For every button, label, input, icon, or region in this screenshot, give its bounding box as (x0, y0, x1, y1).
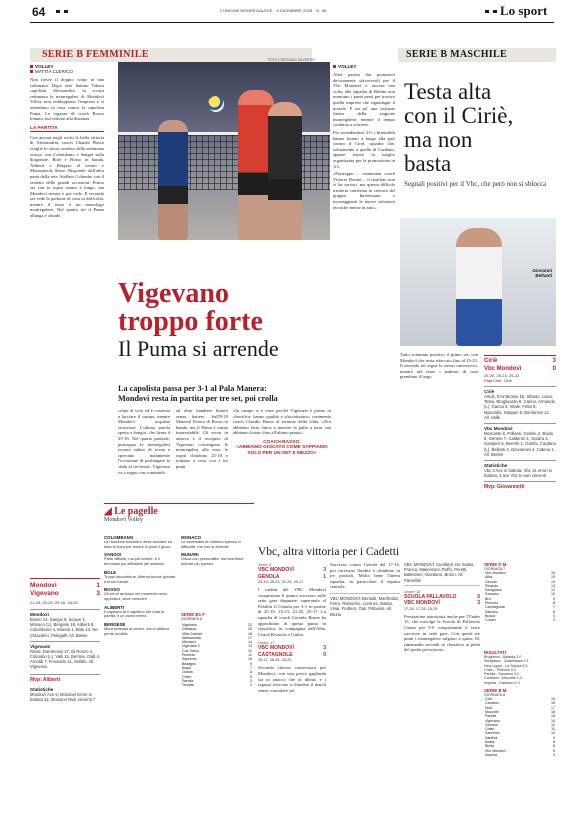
cadetti-text-2: Seconda vittoria consecutiva per Mondovì, con una prova gagliarda sia in attacco che in difesa, e i ragazzi riescono a chiudere il match senza concedere set. (258, 665, 326, 693)
player-blocker-2 (268, 102, 302, 240)
score-value: 0 (552, 365, 556, 372)
score-value: 3 (323, 567, 326, 573)
mvp-right: Mvp: Giovannetti (484, 481, 556, 490)
team-points: 14 (551, 718, 555, 723)
team-name: Imperia (485, 752, 497, 757)
vbc-roster: Mercante 6, Pollarsi, Gentile 2, Boido 8, Genero 7, Calderon 1, Sciaira 3, Gamperi 6, Berretti 1, Gambi, Cardano (L), Bellanti 3, Giovannini 4, Catena 1. All. Bertini (484, 431, 556, 457)
score-team: Vbc Mondovì (484, 365, 522, 372)
kicker-square-icon (30, 65, 33, 68)
volleyball-photo (118, 62, 330, 240)
article-lead: Non riesce il doppio colpo in una settimana. Dopo aver battuto Tabora capolista Alessandria, la scorsa settimana le monregalesi di Mondovì Volley non raddoppiano l'impresa e si arrendono in casa contro la capolista Puma. Le ragazze di coach Bosco lottano, ma cedono alla distanza. (30, 77, 104, 122)
score-value: 1 (323, 573, 326, 580)
team-name: Alessandria (182, 635, 201, 640)
under17-label: Under 17 (258, 640, 275, 646)
mondovi-roster: Bosso 14, Sangoi 9, Sciave 1, Monaco (L), Bergese 16, Aliberti 8, Colombano 4, Munari 1, Bole 13. Ne: Chiavarini, Pelegalli. All. Basso (30, 617, 99, 638)
score-value: 1 (96, 582, 100, 589)
team-points: 7 (250, 665, 252, 670)
cadetti-col3 (404, 562, 480, 653)
result-line: Brugherio - Albisola 3-0 (484, 655, 522, 659)
match2-rows (258, 645, 326, 658)
result-line: Savigliano - Castellanza 3-1 (484, 659, 529, 664)
pagella-text: Mura ordinato al centro, ma in attacco perde lucidità. (104, 626, 170, 636)
team-points: 3 (553, 752, 555, 757)
result-line: New Ligure - La Spezia 0-3 (484, 663, 528, 668)
section-heading-partita: LA PARTITA (30, 126, 104, 132)
results-list (484, 655, 556, 685)
cadetti-col2 (330, 562, 400, 617)
cirie-label: Ciriè (484, 386, 556, 394)
table-row (484, 753, 556, 757)
cadetti-text-4: Prestazione autoritaria anche per l'Under 15, che travolge la Scuola di Pallavolo Cuneo per 3-0 conquistando il sesto successo in sette gare. Con questi tre punti i monregalesi salgono a quota 18, rimanendo secondi in classifica ai piedi del podio provvisorio. (404, 613, 480, 653)
volleyball-ball-icon (208, 96, 224, 112)
team-name: Bra (485, 596, 491, 601)
result-line: Chieri - Pinerolo 3-2 (484, 667, 516, 672)
player-figure-right (456, 228, 502, 346)
team-name: Bistagno (182, 661, 196, 666)
stats-right-text: Vbc 3 Ace in battuta; Vbc 14 errori in battuta, 3 ace Vbc 5 muri vincenti (484, 468, 552, 479)
pagella-item (104, 587, 176, 601)
pagella-text: Troppi discontinua. Alterna buone giocate a errori banali. (104, 573, 176, 584)
pagella-item (104, 570, 176, 584)
score-row (30, 590, 100, 598)
result-line: Carisolve - Mozzate 1-3 (484, 676, 522, 681)
team-name: Chieri (182, 674, 192, 679)
right-col1 (333, 72, 395, 210)
pagella-text: La ricezione traballa e deve lavorare su tutta la linea per tenere in piedi il gioco. (104, 539, 172, 549)
vbc-label: Vbc Mondovì (484, 423, 556, 431)
stats-right-title: Statistiche (484, 460, 556, 468)
team-points: 19 (551, 697, 555, 702)
team-name: Vigevano (485, 718, 500, 723)
team-name: Pinerolo (485, 601, 499, 606)
right-kicker (333, 64, 393, 69)
banner-label: SERIE B FEMMINILE (42, 49, 149, 60)
right-col1-text3: «Purtroppo – commenta coach Vittorio Bertini – il risultato non ci ha sorriso, ma questa difficile trasferta conferma la crescita del gruppo. Interessanti e incoraggianti le nuove soluzioni tecniche messe in atto». (333, 171, 395, 210)
headline-line-3: Il Puma si arrende (118, 336, 279, 361)
team-points: 10 (551, 592, 555, 597)
team-name: Alba (485, 575, 493, 580)
newspaper-date: L'UNIONE MONREGALESE · 3 DICEMBRE 2025 · N. 46 (220, 8, 327, 13)
team-points: 14 (248, 640, 252, 645)
kicker-square-icon (333, 65, 336, 68)
kicker-volley-right: VOLLEY (338, 64, 357, 69)
pagelle-title (104, 506, 254, 517)
team-points: 17 (248, 635, 252, 640)
match3-rows (404, 594, 480, 607)
team-points: 12 (551, 722, 555, 727)
team-points: 6 (553, 744, 555, 749)
kicker-volley: VOLLEY (35, 64, 54, 69)
header-dots-icon (485, 10, 497, 13)
team-name: Aosta (485, 740, 495, 745)
right-col1-text: Altra partita dai pronostici decisamente sfavorevoli per il Vbc Mondovì e, ancora una volta, alla squadra di Bertini non mancano i punti persi per trovare quella impresa che riguadagni il morale. E un po' una costante finora della stagione monregalese, mentre il tempo continua a scorrere. (333, 72, 395, 128)
pagella-item (104, 535, 176, 549)
standings-right-table (484, 697, 556, 757)
team-name: Fossano (485, 592, 499, 597)
team-points: 6 (250, 670, 252, 675)
article-body-col3: ad altre bandiere bianca senza battere. Sull'8-10 Manera! Errore di Bosso in banda, ma il Puma è ormai inarrestabile. Gli errori in attacco e il recupero di Vigevano costringono le monregalesi alla resa: le ospiti chiudono 25-18 e tornano a casa con i tre punti. (176, 408, 228, 469)
match3-detail: 17-25, 17-25, 15-25 (404, 606, 438, 611)
pagella-name: BOLE (104, 569, 117, 575)
team-points: 18 (551, 701, 555, 706)
quote-text: «In campo si è visto perché Vigevano è primo in classifica: hanno qualità e sfaccettature» commenta coach Claudio Basso al termine della sfida. «Noi abbiamo fatto fatica a mettere la palla a terra, ma abbiamo lottato fino all'ultimo punto». (233, 408, 331, 436)
team-points: 11 (248, 653, 252, 658)
score-team: CASTAGNOLE (258, 651, 293, 658)
result-line: Parella - Sanremo 3-0 (484, 672, 520, 677)
team-points: 10 (551, 731, 555, 736)
team-points: 5 (250, 674, 252, 679)
under15-label: Under 15 (404, 588, 421, 594)
team-name: Genova (485, 722, 498, 727)
pagella-item (104, 552, 176, 566)
deck-left (118, 384, 332, 404)
team-name: Savigliano (485, 588, 502, 593)
team-name: Carmagnola (485, 605, 505, 610)
serie-d-label: Serie D (258, 562, 272, 567)
team-points: 9 (250, 661, 252, 666)
team-points: 22 (248, 623, 252, 627)
pagella-name: MONACO (181, 535, 202, 540)
score-team: Mondovì (30, 582, 57, 589)
score-team: Ciriè (484, 358, 498, 364)
pagella-item (181, 552, 253, 566)
team-points: 17 (551, 705, 555, 710)
pagella-name: SANGOI (104, 552, 122, 558)
pagella-item (104, 622, 176, 636)
deck-line-1: La capolista passa per 3-1 al Pala Manera: (118, 384, 267, 393)
right-col2-text: Tutto sommato positivo il primo set, con Mondovì che resta attaccato fino al 23-23. Il secondo set segue lo stesso canovaccio, mentre nel terzo i padroni di casa prendono il largo. (400, 352, 478, 380)
photo-credit: FOTO CRISTIANO SILVESTRI (268, 58, 315, 62)
score-value: 0 (323, 651, 326, 658)
deck-right: Segnali positivi per il Vbc, che però non si sblocca (404, 180, 547, 188)
team-points: 11 (551, 727, 555, 732)
team-points: 9 (553, 735, 555, 740)
pagella-name: COLOMBANO (104, 535, 134, 540)
team-name: Mondovì (182, 640, 196, 645)
player-photo-right (400, 218, 556, 346)
headline-right-4: basta (404, 151, 452, 176)
team-points: 7 (553, 605, 555, 610)
team-name: Ovada (182, 670, 193, 675)
headline-line-1: Vigevano (118, 278, 229, 309)
standings-mid-giornata: GIORNATA 7 (484, 567, 506, 571)
score-row (30, 582, 100, 590)
cadetti-roster-1: VBC MONDOVÌ: Bertoldi, Manfredini, Ferro, Ramorino, Lorenzo, Basso, Vinai, Fruttero, Gali. Pittavino. All. Bruno (330, 593, 400, 617)
mondovi-label: Mondovì (30, 609, 100, 617)
team-points: 18 (248, 631, 252, 636)
standings-left-sub: GIORNATA 8 (181, 617, 203, 621)
team-name: Parella (485, 714, 497, 719)
section-title: Lo sport (500, 3, 548, 18)
standings-left (181, 612, 253, 687)
pagella-text: Il capitano fa il capitano per tutta la partita, è un punto fermo. (104, 608, 165, 619)
score-right-detail: 25-20, 25-23, 25-22 (484, 373, 520, 378)
coach-quote-heading: COACH BASSO: (263, 439, 301, 445)
team-points: 13 (551, 583, 555, 588)
pagella-text: Le avversarie la mettono spesso in difficoltà, ma non si arrende. (181, 539, 242, 549)
page-number: 64 (32, 5, 46, 19)
score-team: VBC MONDOVÌ (258, 567, 294, 573)
team-name: Vigevano 2 (182, 644, 200, 649)
player-photo-caption: Giovanni Bellanti (532, 268, 552, 278)
team-points: 5 (553, 748, 555, 753)
score-right-rows (484, 358, 556, 373)
team-points: 16 (551, 709, 555, 714)
pagella-name: MUNARI (181, 552, 199, 558)
pagelle-triangle-icon: ◢ (104, 506, 115, 517)
banner-label-right: SERIE B MASCHILE (406, 49, 507, 60)
quote-box (233, 408, 331, 456)
standings-right (484, 650, 556, 757)
standings-mid-title: SERIE D M (484, 562, 507, 567)
vigevano-roster: Rossi, Dambrosio 17, Di Ronzo 4, Colombo (L), Valli 15, Berrina, Galli 4, Arnoldi 7, Fonsoldo 11, Sellitto. All. Vigevano (30, 648, 100, 670)
right-col1-text2: Per arrendendosi 3-0, i biancoblù hanno lottato a lungo alla pari contro il Ciriè, squadra che, solitamente a quella di Cardano, appare essere la meglio organizzata per la promozione in A3. (333, 129, 395, 169)
results-title: RISULTATI (484, 650, 506, 655)
pagella-name: ALIBERTI (104, 604, 125, 610)
pagella-name: BERGESE (104, 622, 126, 628)
score-team: GENOLA (258, 573, 280, 580)
team-name: Vigevano (182, 623, 197, 627)
score-value: 3 (477, 600, 480, 607)
cadetti-title: Vbc, altra vittoria per i Cadetti (258, 546, 400, 558)
article-left-col1 (30, 64, 104, 219)
page-header (0, 0, 580, 22)
team-points: 4 (553, 613, 555, 618)
team-name: Pinerolo (182, 653, 196, 658)
standings-right-giornata: GIORNATA 8 (484, 693, 506, 698)
team-name: Santhià (485, 735, 498, 740)
team-name: Cardano (485, 701, 499, 706)
team-points: 14 (551, 579, 555, 584)
score-team: VBC MONDOVÌ (258, 645, 294, 652)
pagelle-col1 (104, 535, 176, 639)
match1-detail: 25-19, 25-23, 21-25, 25-17 (258, 580, 304, 584)
pagella-item (104, 605, 176, 619)
pagelle-title-text: Le pagelle (114, 506, 158, 517)
standings-right-title: SERIE B M (484, 688, 507, 694)
pagella-item (181, 535, 253, 549)
team-name: Ciriè (485, 697, 493, 702)
team-name: Parella (182, 678, 194, 683)
score-team: SCUOLA PALLAVOLO (404, 593, 457, 600)
team-points: 2 (250, 683, 252, 688)
cirie-roster: Artioli, D'Ambrosio 15, Sifanto, Loiza, Testa, Brugliuardo 8, Carino, Armando (L), Garcia 2, Vitale, Fetta 8. Macciolla, Gasperi 8, Bonfantini 12. All. Vallè (484, 394, 555, 420)
team-points: 6 (553, 609, 555, 614)
headline-line-2: troppo forte (118, 306, 263, 337)
score-value: 3 (96, 590, 100, 597)
author-square-icon (30, 70, 33, 73)
score-value: 3 (323, 645, 326, 652)
headline-right-1: Testa alta (404, 79, 492, 104)
score-row (484, 366, 556, 374)
score-value: 0 (477, 593, 480, 600)
team-points: 12 (551, 588, 555, 593)
score-team: Vigevano (30, 590, 59, 597)
cadetti-col1 (258, 562, 326, 693)
standings-mid (484, 562, 556, 623)
standings-mid-table (484, 571, 556, 623)
team-name: Trecate (182, 683, 195, 688)
headline-right (404, 80, 558, 189)
cadetti-text-1: I cadetti del VBC Mondovì conquistano il quinto successo sulle sette gare disputate, superando al Palalitti il Genola per 3-1 in partite di 25-19, 25-23, 21-25, 25-17. La squadra di coach Corrado Bruno ha approfittato di questo punto in classifica, in compagnia dell'Alba, Coach Rivarolo e Giulia. (258, 587, 326, 637)
team-points: 9 (553, 596, 555, 601)
team-name: Saluzzo (485, 609, 498, 614)
team-name: Sanremo (182, 657, 197, 662)
team-name: Cuneo (485, 618, 496, 623)
team-name: Acqui (182, 665, 191, 670)
team-name: Chieri (485, 727, 495, 732)
team-name: Genola (485, 579, 497, 584)
team-points: 15 (551, 571, 555, 575)
standings-left-table (181, 623, 253, 687)
team-name: Cus Torino (182, 648, 200, 653)
team-name: Busca (485, 613, 495, 618)
cadetti-roster-2: VBC MONDOVÌ: Cuniberti, De Santis, Franco, Masenzani, Ruffo, Peretti, Balestrieri, Giordano, Bruno. All. Pantellini (404, 562, 480, 586)
team-points: 20 (248, 627, 252, 632)
table-row (484, 618, 556, 622)
pagelle-col2 (181, 535, 253, 570)
team-name: Rivarolo (485, 583, 499, 588)
team-points: 2 (553, 618, 555, 623)
stats-left-title: Statistiche (30, 686, 54, 692)
score-left-rule (30, 578, 100, 579)
team-points: 15 (551, 714, 555, 719)
mvp-left: Mvp: Aliberti (30, 674, 100, 683)
cadetti-text-3: Successo contro Genola del 17-16, poi ritrovano fluidità e chiudono in tre parziali. Molto bene l'intera squadra, in particolare il reparto centrale. (330, 562, 400, 590)
header-rule (30, 22, 554, 23)
score-left-rows (30, 582, 100, 598)
team-name: Sanremo (485, 731, 500, 736)
pagelle-subtitle: Mondovì Volley (104, 517, 143, 523)
coach-quote: «ABBIAMO GIOCATO COME SAPPIAMO SOLO PER UN SET E MEZZO» (236, 444, 328, 456)
score-sidebar-left (30, 578, 100, 702)
team-name: Vbc Mondovì (485, 748, 506, 753)
team-points: 8 (553, 740, 555, 745)
match2-detail: 25-21, 26-24, 25-22 (258, 658, 292, 663)
pagella-text: Parte difficile, ma poi cresce, è il terminale più affidabile del sestetto. (104, 556, 165, 567)
player-attacker (158, 120, 188, 240)
article-body-left: Con ancora negli occhi la bella vittoria di Alessandria, coach Claudio Basso sceglie lo stesso sestetto della settimana scorsa, con Colombano e Sangoi sulla diagonale, Bole e Bosso in banda, Aliberti e Bergese al centro e Monasterolo libero. Risponde, dall'altra parte della rete, Stellato Colombo con il sestetto delle grandi occasioni. Primo set con le ospiti avanti a lungo, ma Mondovì rientra e poi cede. Il secondo set vede le padrone di casa in difficoltà, mentre il terzo è un monologo monregalese. Nel quarto set il Puma allunga e chiude. (30, 134, 104, 219)
score-right-venue: Pala Ciriè, Ciriè (484, 378, 512, 383)
score-team: VBC MONDOVÌ (404, 600, 440, 607)
team-name: Biella (485, 744, 494, 749)
vigevano-label: Vigevano (30, 641, 100, 649)
stats-left-text: Mondovì Ace 5, Mondovì Errori in battuta 12, Mondovì Muri vincenti 7 (30, 691, 96, 702)
team-points: 8 (553, 601, 555, 606)
article-author: MATTIA CLERICO (35, 69, 73, 74)
headline-right-2: con il Ciriè, (404, 103, 514, 128)
score-left-detail: 21-25, 20-25, 25-16, 18-25 (30, 600, 78, 605)
serie-b-maschile-banner (398, 48, 556, 62)
score-row (484, 358, 556, 366)
pagelle-box (104, 503, 254, 523)
score-value: 3 (552, 358, 556, 364)
pagella-text: Gioca con personalità, ma dovrebbe entrare più spesso. (181, 556, 244, 567)
team-name: Mozzate (485, 709, 499, 714)
team-points: 13 (248, 644, 252, 649)
pagella-name: BOSSO (104, 587, 120, 593)
standings-left-title: SERIE B1 F (181, 612, 205, 617)
team-name: Vbc Mondovì (485, 571, 506, 575)
article-body-col2: colpo al volo ed è costretta a lasciare il campo, mentre Mondovì acquista sicurezza. L'ultima parola spetta a Sangoi, che firma il 25-16. Nel quarto parziale, purtroppo le monregalesi escono subito di scena e sprecano malamente l'occasione di prolungare la sfida al tie-break. Vigevano va a segno con continuità. (118, 408, 170, 475)
pagella-text: Gli errori arrivano nei momenti meno opportuni, deve crescere. (104, 591, 168, 601)
header-dots-icon (56, 10, 68, 13)
team-points: 12 (248, 648, 252, 653)
table-row (181, 683, 253, 687)
deck-line-2: Mondovì resta in partita per tre set, poi crolla (118, 394, 278, 403)
team-points: 10 (248, 657, 252, 662)
team-name: Novi (485, 705, 493, 710)
headline-right-3: ma non (404, 127, 473, 152)
result-line: Imperia - Garlasco 0-3 (484, 680, 520, 685)
team-points: 3 (250, 678, 252, 683)
team-name: Villa Cortese (182, 631, 203, 636)
headline-left (118, 280, 328, 362)
team-points: 15 (551, 575, 555, 580)
match1-rows (258, 567, 326, 580)
score-box-right (484, 355, 556, 490)
team-name: Garlasco (182, 627, 197, 632)
